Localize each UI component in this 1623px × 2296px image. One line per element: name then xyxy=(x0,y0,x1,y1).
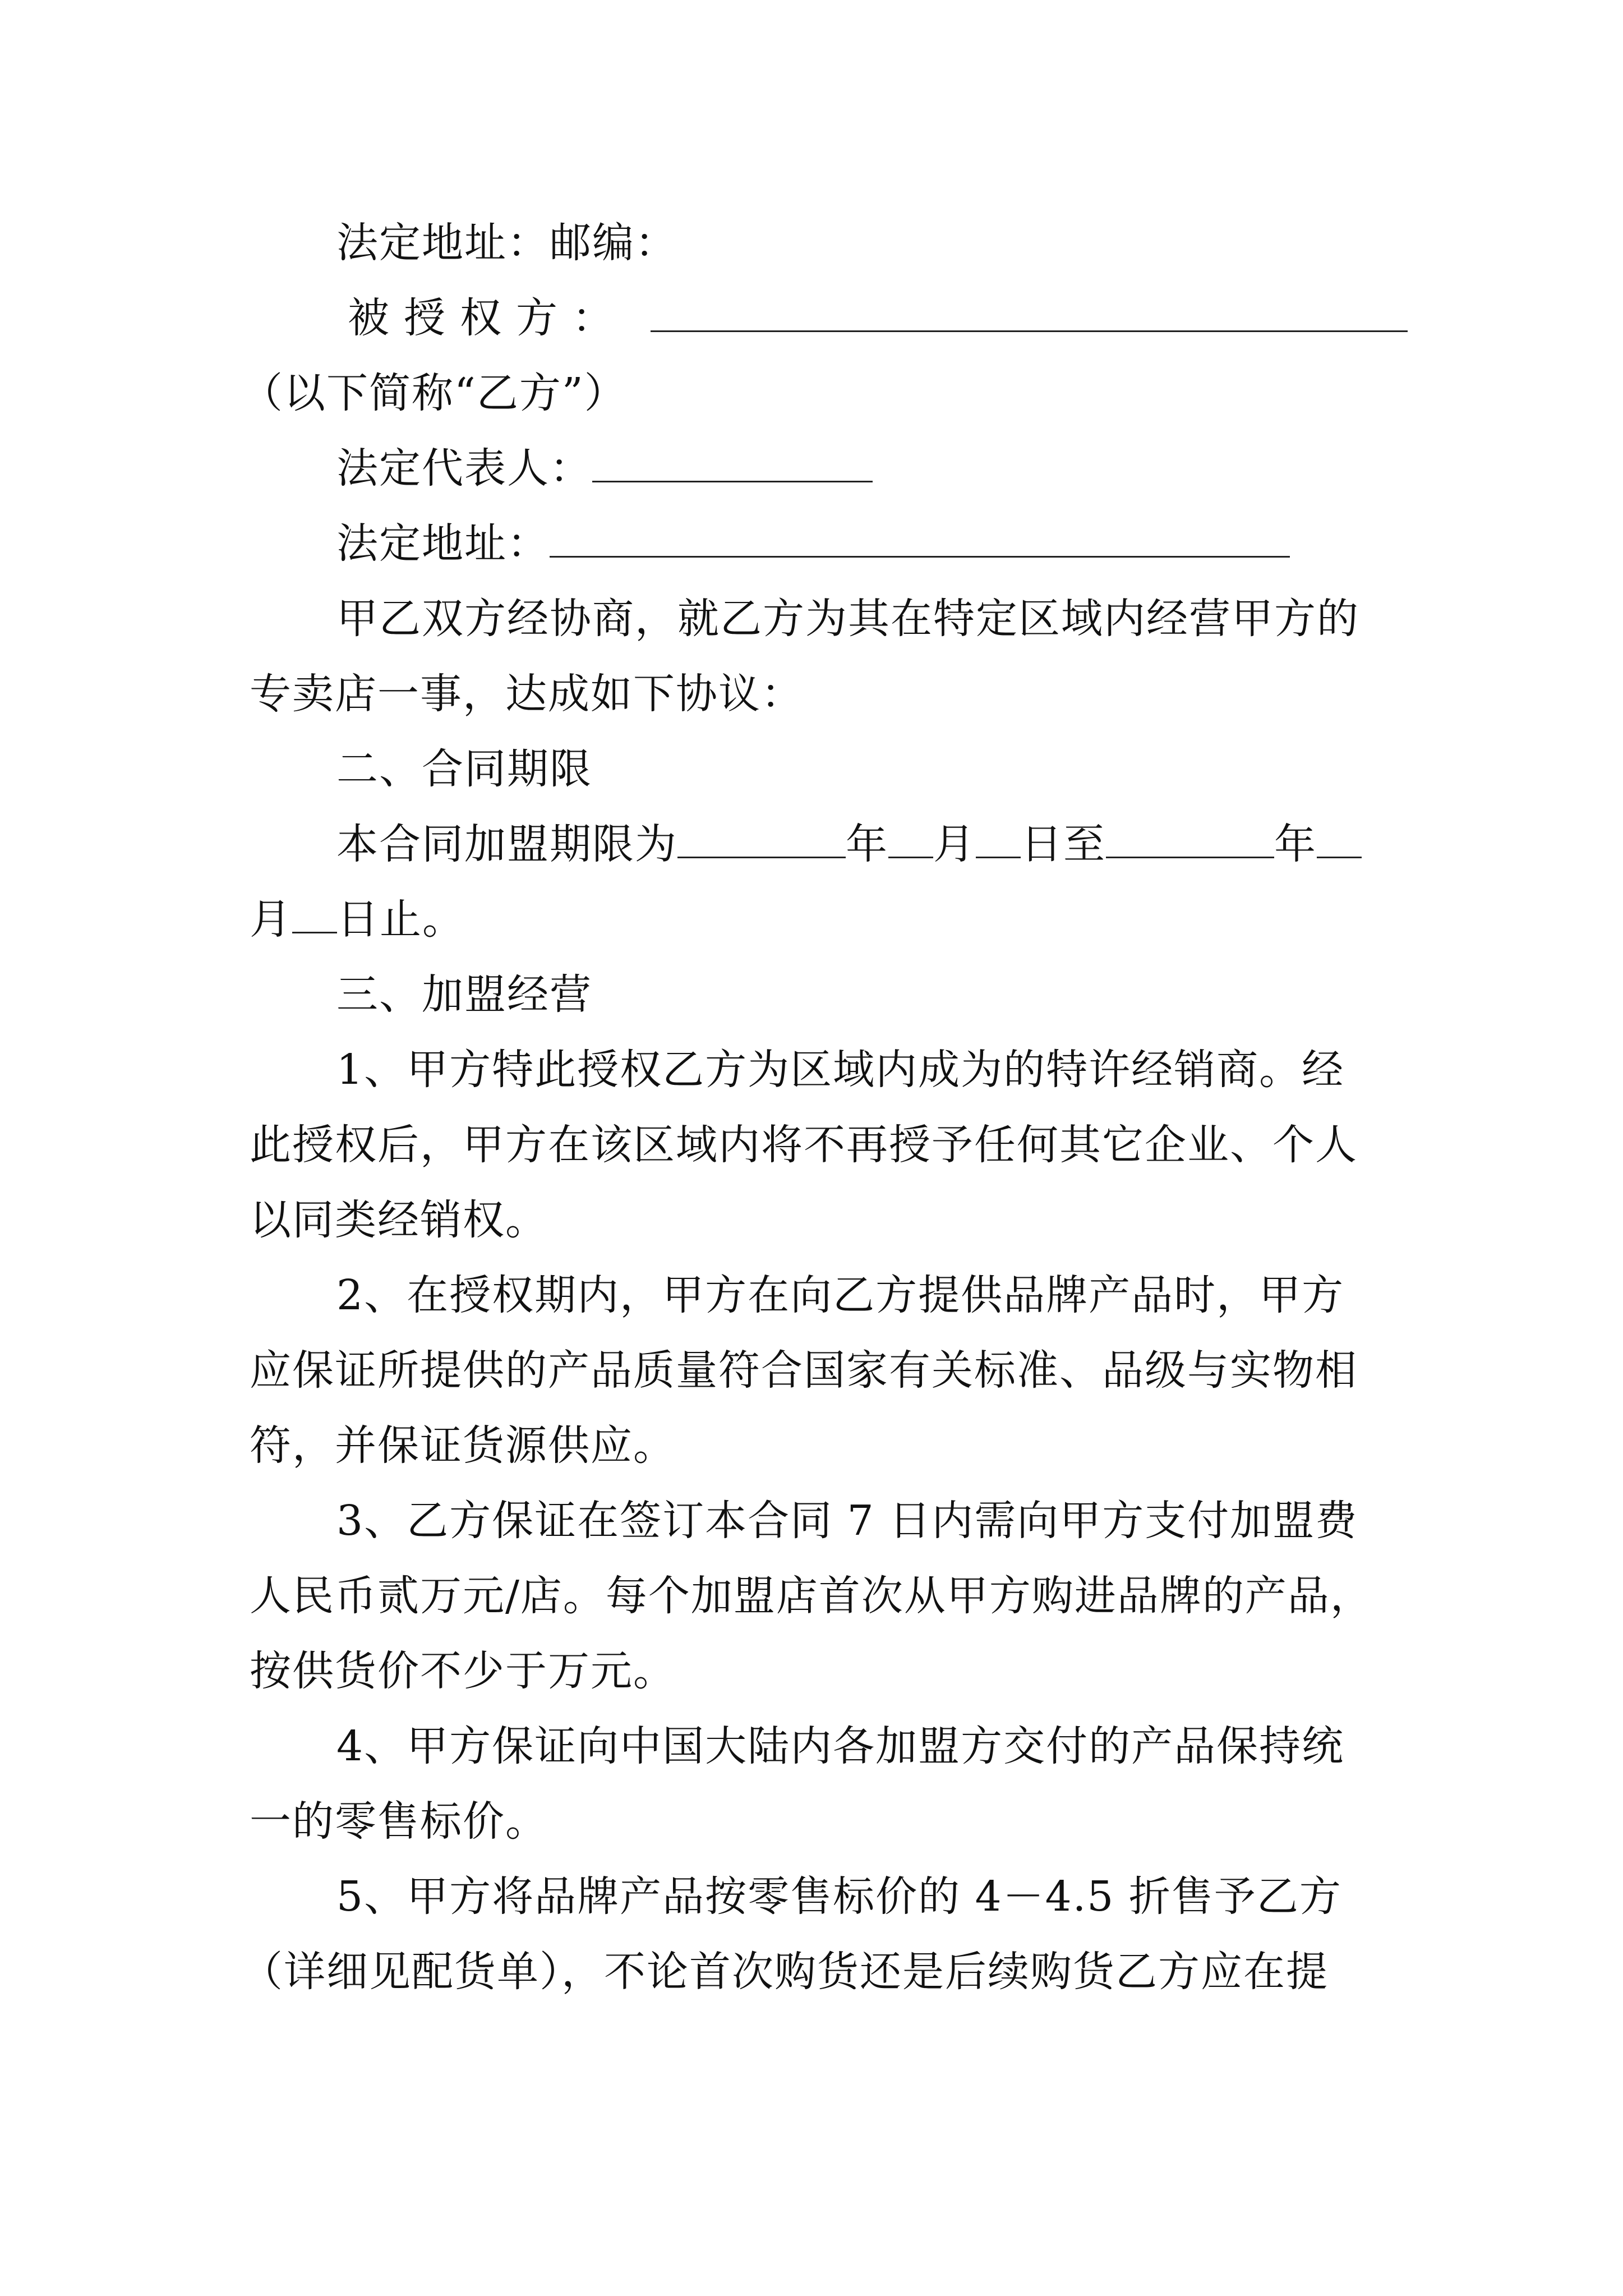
end-year-label: 年 xyxy=(1274,820,1317,868)
end-day-label: 日止。 xyxy=(337,895,465,944)
clause-4-line-1: 4、甲方保证向中国大陆内各加盟方交付的产品保持统 xyxy=(336,1722,1345,1770)
clause-3-line-2: 人民币贰万元/店。每个加盟店首次从甲方购进品牌的产品， xyxy=(250,1572,1373,1620)
legal-address-label: 法定地址： xyxy=(336,519,550,568)
party-b-abbreviation: （以下简称“乙方”） xyxy=(241,369,627,417)
agreement-intro-line-1: 甲乙双方经协商，就乙方为其在特定区域内经营甲方的 xyxy=(336,595,1359,643)
end-month-blank[interactable] xyxy=(1317,822,1362,858)
clause-2-line-2: 应保证所提供的产品质量符合国家有关标准、品级与实物相 xyxy=(250,1346,1358,1395)
legal-address-postcode: 法定地址：邮编： xyxy=(336,219,677,267)
legal-representative-line xyxy=(336,443,873,494)
clause-5-line-1: 5、甲方将品牌产品按零售标价的 4－4.5 折售予乙方 xyxy=(336,1872,1342,1921)
authorized-party-line xyxy=(348,293,1408,343)
legal-representative-label: 法定代表人： xyxy=(336,444,592,493)
agreement-intro-line-2: 专卖店一事，达成如下协议： xyxy=(250,670,804,718)
section-heading-term: 二、合同期限 xyxy=(336,745,592,793)
legal-address-line xyxy=(336,518,1290,569)
clause-3-line-1: 3、乙方保证在签订本合同 7 日内需向甲方支付加盟费 xyxy=(336,1497,1358,1545)
term-line-1 xyxy=(336,819,1362,869)
end-month-label: 月 xyxy=(250,895,292,944)
authorized-party-label: 被授权方： xyxy=(348,294,628,342)
legal-representative-blank[interactable] xyxy=(592,446,873,482)
clause-5-line-2: （详细见配货单），不论首次购货还是后续购货乙方应在提 xyxy=(241,1948,1329,1996)
start-month-blank[interactable] xyxy=(888,822,933,858)
clause-1-line-2: 此授权后，甲方在该区域内将不再授予任何其它企业、个人 xyxy=(250,1121,1358,1169)
day-to-label: 日至 xyxy=(1021,820,1106,868)
term-text-start: 本合同加盟期限为 xyxy=(336,820,677,868)
year-label: 年 xyxy=(846,820,888,868)
legal-address-blank[interactable] xyxy=(550,521,1290,558)
end-year-blank[interactable] xyxy=(1106,822,1274,858)
clause-2-line-1: 2、在授权期内，甲方在向乙方提供品牌产品时，甲方 xyxy=(336,1271,1345,1319)
month-label: 月 xyxy=(933,820,976,868)
clause-1-line-1: 1、甲方特此授权乙方为区域内成为的特许经销商。经 xyxy=(336,1046,1345,1094)
authorized-party-blank[interactable] xyxy=(651,296,1408,332)
start-year-blank[interactable] xyxy=(677,822,846,858)
term-line-2 xyxy=(250,894,465,945)
clause-4-line-2: 一的零售标价。 xyxy=(250,1797,548,1846)
clause-3-line-3: 按供货价不少于万元。 xyxy=(250,1647,676,1695)
section-heading-franchise: 三、加盟经营 xyxy=(336,970,592,1019)
clause-2-line-3: 符，并保证货源供应。 xyxy=(250,1421,676,1470)
end-day-blank[interactable] xyxy=(292,897,337,933)
clause-1-line-3: 以同类经销权。 xyxy=(250,1196,548,1244)
start-day-blank[interactable] xyxy=(976,822,1021,858)
